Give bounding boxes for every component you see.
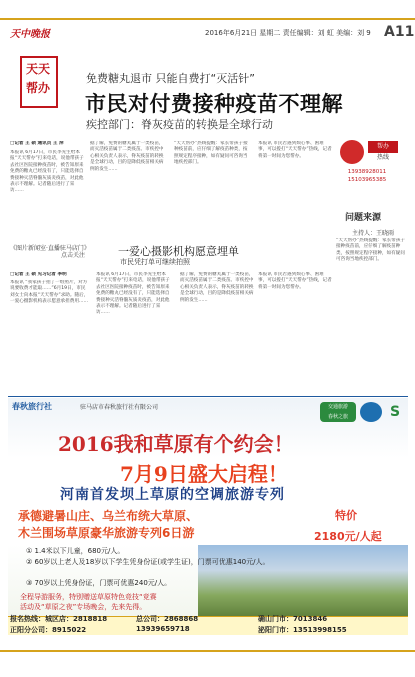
ad-date-headline: 7月9日盛大启程！ [120, 462, 288, 486]
ad-price: 2180元/人起 [314, 530, 382, 543]
mid-article-col-1: 本报讯 “我家孩子拍了一组照片，对方说要收费才能取……”6月19日，市民刘女士向本报“天天帮办”求助。随后，一爱心摄影机构表示愿意承担费用…… [10, 280, 89, 305]
ad-band-title: 河南首发坝上草原的空调旅游专列 [60, 487, 285, 503]
hotline-numbers: 13938928011 15103965385 [347, 169, 387, 183]
article-quote: 疾控部门：脊灰疫苗的转换是全球行动 [86, 118, 273, 131]
masthead-brand: 天中晚报 [10, 29, 50, 40]
ad-meadow-photo [198, 545, 408, 617]
page-number: A11 [384, 24, 415, 40]
hotline-label: 帮办 [368, 141, 398, 153]
ad-contact-2: 总公司：2868868 [136, 615, 199, 623]
ad-year-headline: 2016我和草原有个约会！ [58, 432, 294, 456]
bottom-rule [0, 650, 415, 652]
ad-price-label: 特价 [335, 509, 357, 522]
article-headline: 市民对付费接种疫苗不理解 [85, 92, 343, 116]
ad-route-line-2: 木兰围场草原豪华旅游专列6日游 [18, 526, 195, 540]
hotline-phone-icon [340, 140, 364, 164]
ad-contact-3: 确山门市：7013846 [258, 615, 328, 623]
ad-contact-5: 13939659718 [136, 625, 190, 633]
photo-box-tag: 点击关注 [61, 252, 86, 259]
mid-article-col-2: 本报讯 6月17日，市民李先生给本报“天天帮办”打来电话，说他带孩子去社区医院接种疫苗时，被告知原来免费的糖丸已经没有了，只能选择自费接种灭活脊髓灰质炎疫苗，对此他表示不理解。记者随后进行了采访…… [96, 272, 170, 316]
qa-author: 主持人：王晓雨 [352, 230, 395, 237]
ad-promo-2: 活动及“草原之夜”专场晚会，先来先得。 [20, 603, 147, 611]
ad-route-line-1: 承德避暑山庄、乌兰布统大草原、 [18, 509, 199, 523]
mid-article-title: 一爱心摄影机构愿意埋单 [118, 245, 239, 258]
article-byline: □记者 王 硕 通讯员 王 萍 [10, 141, 64, 146]
article-col-1: 本报讯 6月17日，市民李先生给本报“天天帮办”打来电话，说他带孩子去社区医院接种疫苗时，被告知原来免费的糖丸已经没有了，只能选择自费接种灭活脊髓灰质炎疫苗，对此他表示不理解。记者随后进行了采访…… [10, 150, 84, 194]
ad-discount-2: ② 60岁以上老人及18岁以下学生凭身份证(或学生证)，门票可优惠140元/人。 [26, 558, 270, 566]
ad-promo-1: 全程导游服务，特别赠送草原特色竞技“竞赛 [20, 593, 157, 601]
column-kicker [22, 60, 54, 98]
mid-article-byline: □记者 王 硕 见习记者 李明 [10, 272, 67, 277]
ad-discount-3: ③ 70岁以上凭身份证，门票可优惠240元/人。 [26, 579, 172, 587]
hotline-sub: 热线 [376, 154, 389, 161]
partner-logo-s: S [389, 404, 401, 420]
qa-body: “天天帮办”热线提醒：家长带孩子接种疫苗前，应仔细了解疫苗种类，按照规定程序接种，如有疑问可咨询当地疾控部门。 [336, 238, 406, 263]
kicker-line-1: 天天 [25, 62, 50, 76]
ad-contact-6: 泌阳门市：13513998155 [258, 626, 347, 634]
ad-agency-subtitle: 驻马店市春秋旅行社有限公司 [80, 404, 159, 411]
kicker-line-2: 帮办 [25, 81, 50, 95]
ad-contact-1: 报名热线：城区店：2818818 [10, 615, 108, 623]
article-subhead: 免费糖丸退市 只能自费打“灭活针” [86, 72, 255, 85]
ad-top-border [8, 396, 408, 397]
mid-article-subtitle: 市民凭打单可继续拍照 [120, 258, 190, 266]
article-col-2: 据了解，免费的糖丸属于一类疫苗，而灭活疫苗属于二类疫苗。市疾控中心相关负责人表示，脊灰疫苗的转换是全球行动，目的是降低疫苗相关病例的发生…… [90, 141, 164, 172]
ad-discount-1: ① 1.4米以下儿童，680元/人。 [26, 547, 125, 555]
article-col-3: “天天帮办”热线提醒：家长带孩子接种疫苗前，应仔细了解疫苗种类，按照规定程序接种，如有疑问可咨询当地疾控部门。 [174, 141, 248, 166]
tourism-logo: 交通旅游 春秋之旅 [320, 402, 356, 422]
article-col-4: 本报讯 市民若遇到烦心事、困难事，可以拨打“天天帮办”热线，记者将第一时间为您帮办。 [258, 141, 332, 159]
ad-contact-4: 正阳分公司：8915022 [10, 626, 87, 634]
ad-agency-name: 春秋旅行社 [12, 402, 52, 411]
qa-title: 问题来源 [345, 213, 382, 223]
mid-article-col-3: 据了解，免费的糖丸属于一类疫苗，而灭活疫苗属于二类疫苗。市疾控中心相关负责人表示，脊灰疫苗的转换是全球行动，目的是降低疫苗相关病例的发生…… [180, 272, 254, 303]
dateline: 2016年6月21日 星期二 责任编辑：刘 虹 美编：刘 9 [205, 29, 371, 37]
top-rule [0, 18, 415, 20]
photo-box-label: 《图片新闻室·直播驻马店门》 [10, 245, 90, 252]
mid-article-col-4: 本报讯 市民若遇到烦心事、困难事，可以拨打“天天帮办”热线，记者将第一时间为您帮办。 [258, 272, 332, 290]
partner-logo-circle [360, 402, 382, 422]
